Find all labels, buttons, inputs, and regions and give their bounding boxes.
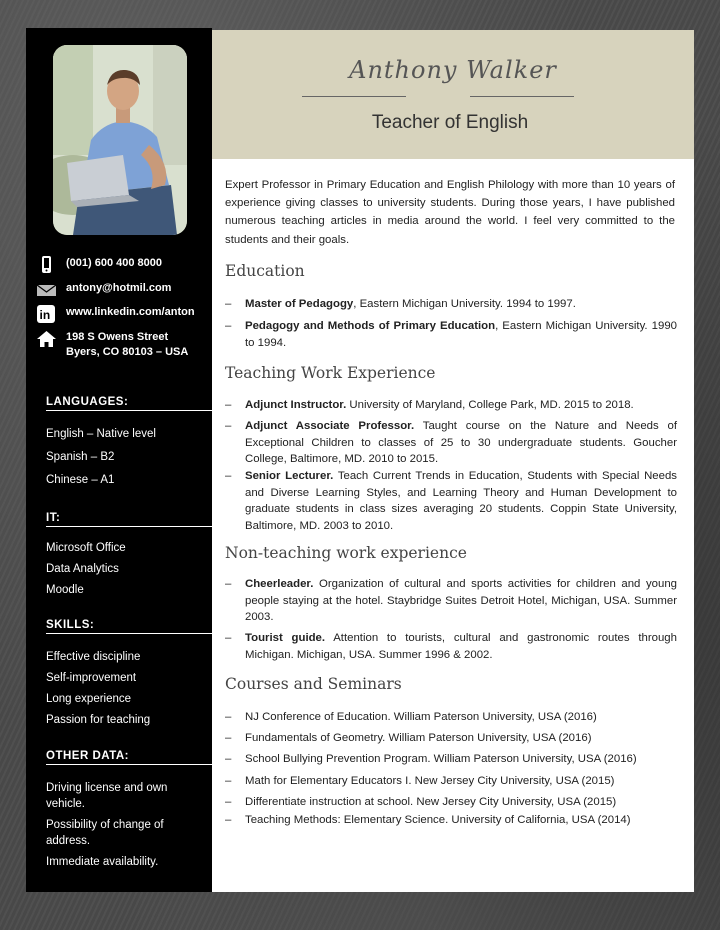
languages-heading: LANGUAGES: bbox=[46, 396, 212, 411]
header-band bbox=[212, 30, 694, 159]
teaching-detail: Teach Current Trends in Education, Students with Special Needs and Diverse Learning Styles, and Learning Theory and Human Development to graduate students in class sizes averaging 20 students. Coppin State University, Baltimore, MD. 2003 to 2010. bbox=[245, 470, 678, 532]
contact-address-row bbox=[36, 330, 188, 360]
education-detail: , Eastern Michigan University. 1990 to 1994. bbox=[245, 320, 677, 349]
non-teaching-role: Cheerleader. bbox=[245, 578, 314, 590]
phone-icon bbox=[36, 256, 58, 274]
course-item bbox=[225, 709, 677, 726]
course-item bbox=[225, 773, 677, 790]
other-data-item: Driving license and own vehicle. bbox=[46, 782, 168, 810]
course-item bbox=[225, 730, 677, 747]
teaching-role: Adjunct Instructor. bbox=[245, 399, 347, 411]
education-heading: Education bbox=[225, 262, 305, 280]
svg-text:in: in bbox=[39, 308, 51, 322]
linkedin-link[interactable]: www.linkedin.com/anton bbox=[66, 306, 195, 318]
bullet-dash: – bbox=[225, 732, 232, 744]
resume-main bbox=[212, 30, 694, 892]
skills-heading: SKILLS: bbox=[46, 619, 212, 634]
home-icon bbox=[36, 330, 58, 348]
address-line-2: Byers, CO 80103 – USA bbox=[66, 346, 189, 358]
non-teaching-item bbox=[225, 576, 677, 626]
course-text: Fundamentals of Geometry. William Paterson University, USA (2016) bbox=[245, 732, 592, 744]
bullet-dash: – bbox=[225, 753, 232, 765]
bullet-dash: – bbox=[225, 578, 232, 590]
non-teaching-role: Tourist guide. bbox=[245, 632, 326, 644]
bullet-dash: – bbox=[225, 320, 232, 332]
bullet-dash: – bbox=[225, 775, 232, 787]
email-icon bbox=[36, 281, 58, 299]
course-text: Differentiate instruction at school. New Jersey City University, USA (2015) bbox=[245, 796, 617, 808]
non-teaching-detail: Attention to tourists, cultural and gastronomic routes through Michigan. Michigan, USA. Summer 1996 & 2002. bbox=[245, 632, 677, 661]
courses-heading: Courses and Seminars bbox=[225, 675, 402, 693]
bullet-dash: – bbox=[225, 470, 232, 482]
contact-email-row bbox=[36, 281, 171, 299]
education-detail: , Eastern Michigan University. 1994 to 1997. bbox=[353, 298, 576, 310]
bullet-dash: – bbox=[225, 632, 232, 644]
name-divider-right bbox=[470, 96, 574, 97]
it-item: Microsoft Office bbox=[46, 542, 126, 554]
bullet-dash: – bbox=[225, 711, 232, 723]
bullet-dash: – bbox=[225, 420, 232, 432]
address-line-1: 198 S Owens Street bbox=[66, 331, 169, 343]
email-link[interactable]: antony@hotmil.com bbox=[66, 282, 172, 294]
course-item bbox=[225, 751, 677, 768]
non-teaching-heading: Non-teaching work experience bbox=[225, 544, 467, 562]
education-item bbox=[225, 296, 677, 313]
language-item: Chinese – A1 bbox=[46, 474, 115, 486]
it-item: Data Analytics bbox=[46, 563, 119, 575]
sidebar bbox=[26, 28, 212, 892]
linkedin-icon bbox=[36, 305, 58, 323]
other-data-item: Possibility of change of address. bbox=[46, 819, 164, 847]
address-text bbox=[66, 330, 188, 360]
teaching-item bbox=[225, 468, 677, 534]
skill-item: Long experience bbox=[46, 693, 132, 705]
language-item: English – Native level bbox=[46, 428, 156, 440]
bullet-dash: – bbox=[225, 399, 232, 411]
course-item bbox=[225, 812, 677, 829]
teaching-role: Adjunct Associate Professor. bbox=[245, 420, 415, 432]
teaching-role: Senior Lecturer. bbox=[245, 470, 334, 482]
course-text: Math for Elementary Educators I. New Jersey City University, USA (2015) bbox=[245, 775, 615, 787]
non-teaching-detail: Organization of cultural and sports activities for children and young people staying at the hotel. Staybridge Suites Detroit Hotel, Michigan, USA. Summer 2003. bbox=[245, 578, 677, 623]
teaching-experience-heading: Teaching Work Experience bbox=[225, 364, 436, 382]
job-title: Teacher of English bbox=[371, 112, 529, 133]
profile-summary: Expert Professor in Primary Education and English Philology with more than 10 years of experience giving classes to university students. During those years, I have published numerous teaching articles in media around the world. I feel very committed to the students and their goals. bbox=[225, 179, 675, 246]
bullet-dash: – bbox=[225, 796, 232, 808]
non-teaching-item bbox=[225, 630, 677, 663]
candidate-name: Anthony Walker bbox=[349, 56, 557, 84]
teaching-detail: University of Maryland, College Park, MD. 2015 to 2018. bbox=[346, 399, 634, 411]
skill-item: Passion for teaching bbox=[46, 714, 151, 726]
contact-linkedin-row bbox=[36, 305, 195, 323]
other-data-heading: OTHER DATA: bbox=[46, 750, 212, 765]
course-text: NJ Conference of Education. William Paterson University, USA (2016) bbox=[245, 711, 597, 723]
it-heading: IT: bbox=[46, 512, 212, 527]
course-item bbox=[225, 794, 677, 811]
teaching-item bbox=[225, 418, 677, 468]
course-text: School Bullying Prevention Program. William Paterson University, USA (2016) bbox=[245, 753, 637, 765]
profile-photo bbox=[53, 45, 187, 235]
language-item: Spanish – B2 bbox=[46, 451, 115, 463]
bullet-dash: – bbox=[225, 814, 232, 826]
course-text: Teaching Methods: Elementary Science. University of California, USA (2014) bbox=[245, 814, 631, 826]
skill-item: Effective discipline bbox=[46, 651, 141, 663]
teaching-item bbox=[225, 397, 677, 414]
contact-phone-row bbox=[36, 256, 162, 274]
skill-item: Self-improvement bbox=[46, 672, 137, 684]
it-item: Moodle bbox=[46, 584, 84, 596]
education-degree: Pedagogy and Methods of Primary Education bbox=[245, 320, 496, 332]
phone-text: (001) 600 400 8000 bbox=[66, 257, 163, 269]
bullet-dash: – bbox=[225, 298, 232, 310]
education-degree: Master of Pedagogy bbox=[245, 298, 354, 310]
education-item bbox=[225, 318, 677, 351]
name-divider-left bbox=[302, 96, 406, 97]
teaching-detail: Taught course on the Nature and Needs of Exceptional Children to classes of 25 to 30 undergraduate students. Goucher College, Baltimore, MD. 2010 to 2015. bbox=[245, 420, 678, 465]
other-data-item: Immediate availability. bbox=[46, 856, 159, 868]
